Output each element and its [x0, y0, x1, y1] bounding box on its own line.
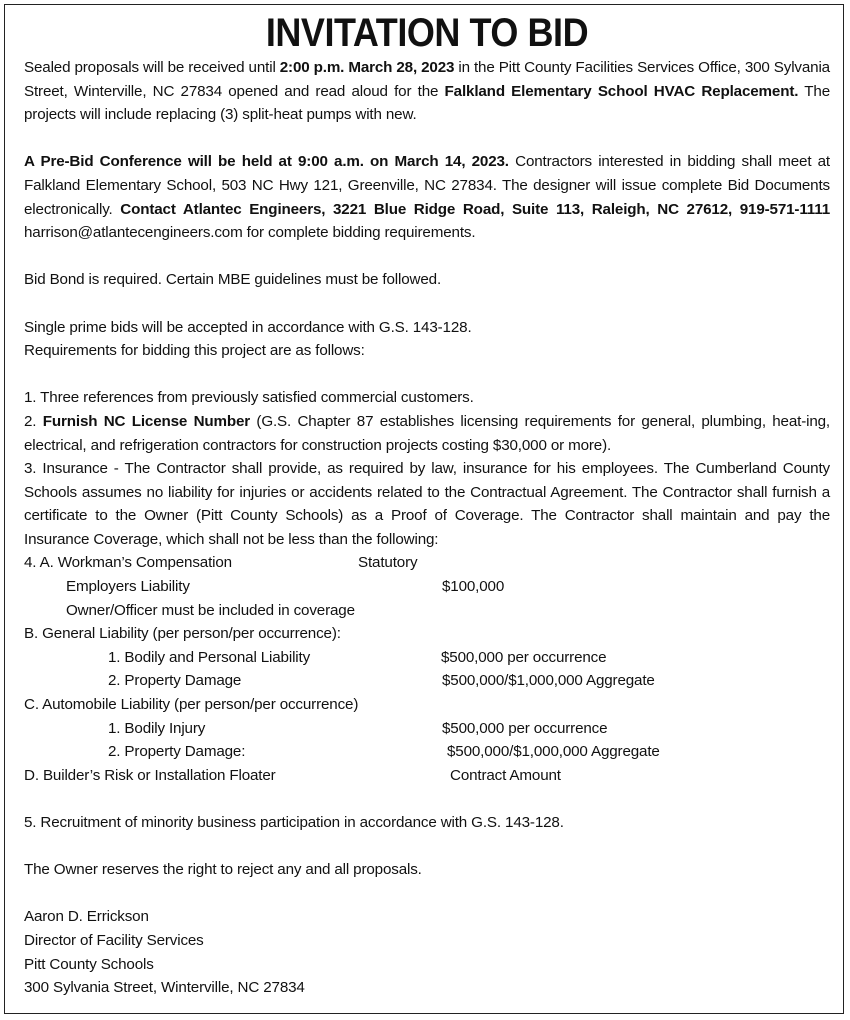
signer-title: Director of Facility Services [24, 931, 204, 949]
signature-block [24, 905, 830, 999]
coverage-row: 4. A. Workman’s Compensation Statutory [24, 554, 418, 572]
paragraph-requirements-intro: Requirements for bidding this project are as follows: [24, 342, 365, 360]
coverage-row: Owner/Officer must be included in coverage [66, 601, 355, 619]
coverage-row: Employers Liability $100,000 [66, 578, 505, 596]
signer-organization: Pitt County Schools [24, 955, 154, 973]
paragraph-single-prime: Single prime bids will be accepted in accordance with G.S. 143-128. [24, 318, 472, 336]
requirement-item-2: 2. Furnish NC License Number (G.S. Chapter 87 establishes licensing requirements for general, plumbing, heat-ing, electrical, and refrigeration contractors for construction projects costing $30,000 or more). [24, 412, 830, 454]
paragraph-bid-bond: Bid Bond is required. Certain MBE guidelines must be followed. [24, 271, 442, 289]
coverage-row: B. General Liability (per person/per occurrence): [24, 625, 341, 643]
coverage-row: 2. Property Damage: $500,000/$1,000,000 Aggregate [108, 743, 660, 761]
coverage-row: 1. Bodily and Personal Liability $500,000 per occurrence [108, 648, 607, 666]
requirement-item-1: 1. Three references from previously satisfied commercial customers. [24, 389, 474, 407]
coverage-row: C. Automobile Liability (per person/per occurrence) [24, 696, 359, 714]
coverage-row: D. Builder’s Risk or Installation Floater Contract Amount [24, 766, 561, 784]
paragraph-prebid: A Pre-Bid Conference will be held at 9:00 a.m. on March 14, 2023. Contractors interested in bidding shall meet at Falkland Elementary School, 503 NC Hwy 121, Greenville, NC 27834. The designer will issue complete Bid Documents electronically. Contact Atlantec Engineers, 3221 Blue Ridge Road, Suite 113, Raleigh, NC 27612, 919-571-1111 harrison@atlantecengineers.com for complete bidding requirements. [24, 153, 831, 242]
coverage-row: 2. Property Damage $500,000/$1,000,000 Aggregate [108, 672, 655, 690]
notice-title: INVITATION TO BID [265, 11, 589, 55]
signer-name: Aaron D. Errickson [24, 908, 149, 926]
requirement-item-5: 5. Recruitment of minority business participation in accordance with G.S. 143-128. [24, 814, 564, 831]
coverage-table [24, 551, 830, 787]
bid-notice [24, 10, 830, 1000]
owner-reserves-statement: The Owner reserves the right to reject any and all proposals. [24, 861, 422, 879]
paragraph-proposals: Sealed proposals will be received until 2:00 p.m. March 28, 2023 in the Pitt County Facilities Services Office, 300 Sylvania Street, Winterville, NC 27834 opened and read aloud for the Falkland Elementary School HVAC Replacement. The projects will include replacing (3) split-heat pumps with new. [24, 59, 830, 124]
signer-address: 300 Sylvania Street, Winterville, NC 27834 [24, 979, 305, 997]
requirement-item-3: 3. Insurance - The Contractor shall provide, as required by law, insurance for his employees. The Cumberland County Schools assumes no liability for injuries or accidents related to the Contractual Agreement. The Contractor shall furnish a certificate to the Owner (Pitt County Schools) as a Proof of Coverage. The Contractor shall maintain and pay the Insurance Coverage, which shall not be less than the following: [24, 460, 830, 548]
coverage-row: 1. Bodily Injury $500,000 per occurrence [108, 719, 608, 737]
